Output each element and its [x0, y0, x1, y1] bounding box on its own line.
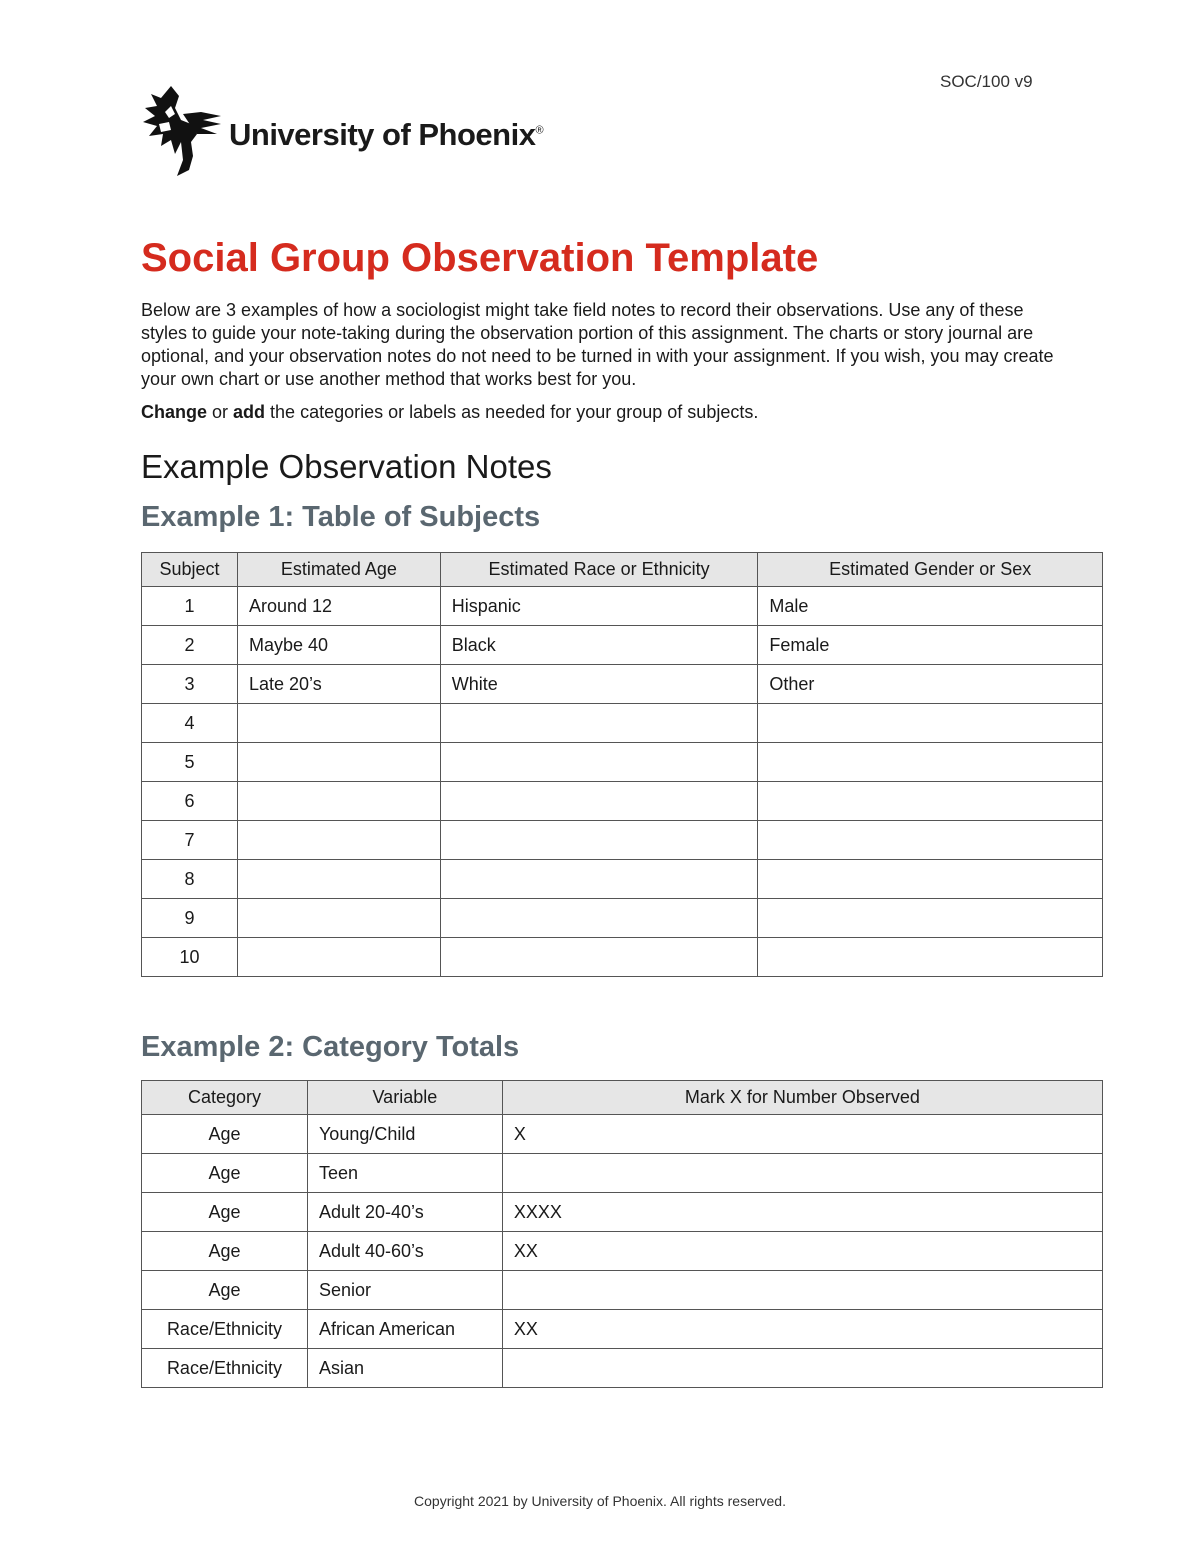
category-totals-table — [141, 1080, 1103, 1388]
subject-number: 5 — [142, 743, 238, 782]
column-header: Estimated Race or Ethnicity — [440, 553, 758, 587]
category-cell: Race/Ethnicity — [142, 1310, 308, 1349]
logo-wordmark: University of Phoenix® — [229, 117, 544, 152]
subject-number: 4 — [142, 704, 238, 743]
table-cell[interactable]: White — [440, 665, 758, 704]
category-cell: Race/Ethnicity — [142, 1349, 308, 1388]
subject-number: 7 — [142, 821, 238, 860]
section-heading: Example Observation Notes — [141, 448, 552, 485]
course-code: SOC/100 v9 — [940, 72, 1033, 91]
table-row — [142, 1193, 1103, 1232]
table-row — [142, 1115, 1103, 1154]
category-cell: Age — [142, 1154, 308, 1193]
change-instruction: Change or add the categories or labels as needed for your group of subjects. — [141, 402, 759, 422]
tally-cell[interactable]: XX — [502, 1310, 1102, 1349]
table-cell[interactable] — [440, 743, 758, 782]
table-cell[interactable]: Late 20’s — [237, 665, 440, 704]
category-cell: Age — [142, 1115, 308, 1154]
tally-cell[interactable]: XX — [502, 1232, 1102, 1271]
variable-cell[interactable]: Young/Child — [307, 1115, 502, 1154]
university-logo — [141, 84, 543, 180]
table-cell[interactable]: Hispanic — [440, 587, 758, 626]
table-cell[interactable] — [758, 899, 1103, 938]
column-header: Estimated Gender or Sex — [758, 553, 1103, 587]
table-cell[interactable] — [237, 899, 440, 938]
table-header-row — [142, 553, 1103, 587]
table-cell[interactable] — [237, 860, 440, 899]
table-cell[interactable] — [440, 782, 758, 821]
example2-heading: Example 2: Category Totals — [141, 1031, 520, 1063]
subject-number: 2 — [142, 626, 238, 665]
subject-number: 3 — [142, 665, 238, 704]
table-cell[interactable] — [440, 860, 758, 899]
table-cell[interactable] — [237, 938, 440, 977]
table-row — [142, 821, 1103, 860]
table-row — [142, 1232, 1103, 1271]
table-row — [142, 899, 1103, 938]
table-row — [142, 1310, 1103, 1349]
page-title: Social Group Observation Template — [141, 236, 819, 280]
table-cell[interactable] — [237, 821, 440, 860]
table-cell[interactable]: Black — [440, 626, 758, 665]
subject-number: 8 — [142, 860, 238, 899]
table-cell[interactable] — [237, 743, 440, 782]
table-cell[interactable] — [440, 704, 758, 743]
column-header: Subject — [142, 553, 238, 587]
copyright-footer: Copyright 2021 by University of Phoenix. All rights reserved. — [414, 1493, 786, 1509]
variable-cell[interactable]: Adult 40-60’s — [307, 1232, 502, 1271]
table-header-row — [142, 1081, 1103, 1115]
table-cell[interactable] — [440, 938, 758, 977]
category-cell: Age — [142, 1271, 308, 1310]
subject-number: 6 — [142, 782, 238, 821]
category-cell: Age — [142, 1193, 308, 1232]
variable-cell[interactable]: Asian — [307, 1349, 502, 1388]
tally-cell[interactable]: X — [502, 1115, 1102, 1154]
variable-cell[interactable]: Senior — [307, 1271, 502, 1310]
column-header: Category — [142, 1081, 308, 1115]
subject-number: 9 — [142, 899, 238, 938]
table-row — [142, 1349, 1103, 1388]
table-row — [142, 587, 1103, 626]
table-cell[interactable]: Other — [758, 665, 1103, 704]
intro-paragraph: Below are 3 examples of how a sociologist might take field notes to record their observations. Use any of these styles to guide your note-taking during the observation portion of this assignment. The charts or story journal are optional, and your observation notes do not need to be turned in with your assignment. If you wish, you may create your own chart or use another method that works best for you. — [141, 300, 1054, 389]
table-cell[interactable] — [758, 743, 1103, 782]
table-cell[interactable]: Maybe 40 — [237, 626, 440, 665]
tally-cell[interactable] — [502, 1349, 1102, 1388]
column-header: Mark X for Number Observed — [502, 1081, 1102, 1115]
table-cell[interactable]: Male — [758, 587, 1103, 626]
subjects-table — [141, 552, 1103, 977]
table-row — [142, 938, 1103, 977]
table-cell[interactable] — [758, 782, 1103, 821]
subject-number: 10 — [142, 938, 238, 977]
subject-number: 1 — [142, 587, 238, 626]
table-row — [142, 665, 1103, 704]
table-cell[interactable] — [440, 899, 758, 938]
table-cell[interactable] — [758, 938, 1103, 977]
tally-cell[interactable] — [502, 1154, 1102, 1193]
table-cell[interactable]: Around 12 — [237, 587, 440, 626]
table-row — [142, 743, 1103, 782]
table-row — [142, 704, 1103, 743]
table-row — [142, 860, 1103, 899]
example1-heading: Example 1: Table of Subjects — [141, 501, 541, 533]
table-cell[interactable] — [440, 821, 758, 860]
column-header: Variable — [307, 1081, 502, 1115]
table-cell[interactable]: Female — [758, 626, 1103, 665]
table-row — [142, 1154, 1103, 1193]
tally-cell[interactable] — [502, 1271, 1102, 1310]
variable-cell[interactable]: African American — [307, 1310, 502, 1349]
table-cell[interactable] — [758, 860, 1103, 899]
table-row — [142, 1271, 1103, 1310]
table-row — [142, 782, 1103, 821]
category-cell: Age — [142, 1232, 308, 1271]
table-cell[interactable] — [237, 782, 440, 821]
phoenix-bird-icon — [141, 84, 223, 180]
variable-cell[interactable]: Adult 20-40’s — [307, 1193, 502, 1232]
table-cell[interactable] — [758, 704, 1103, 743]
variable-cell[interactable]: Teen — [307, 1154, 502, 1193]
table-cell[interactable] — [758, 821, 1103, 860]
tally-cell[interactable]: XXXX — [502, 1193, 1102, 1232]
column-header: Estimated Age — [237, 553, 440, 587]
table-cell[interactable] — [237, 704, 440, 743]
table-row — [142, 626, 1103, 665]
